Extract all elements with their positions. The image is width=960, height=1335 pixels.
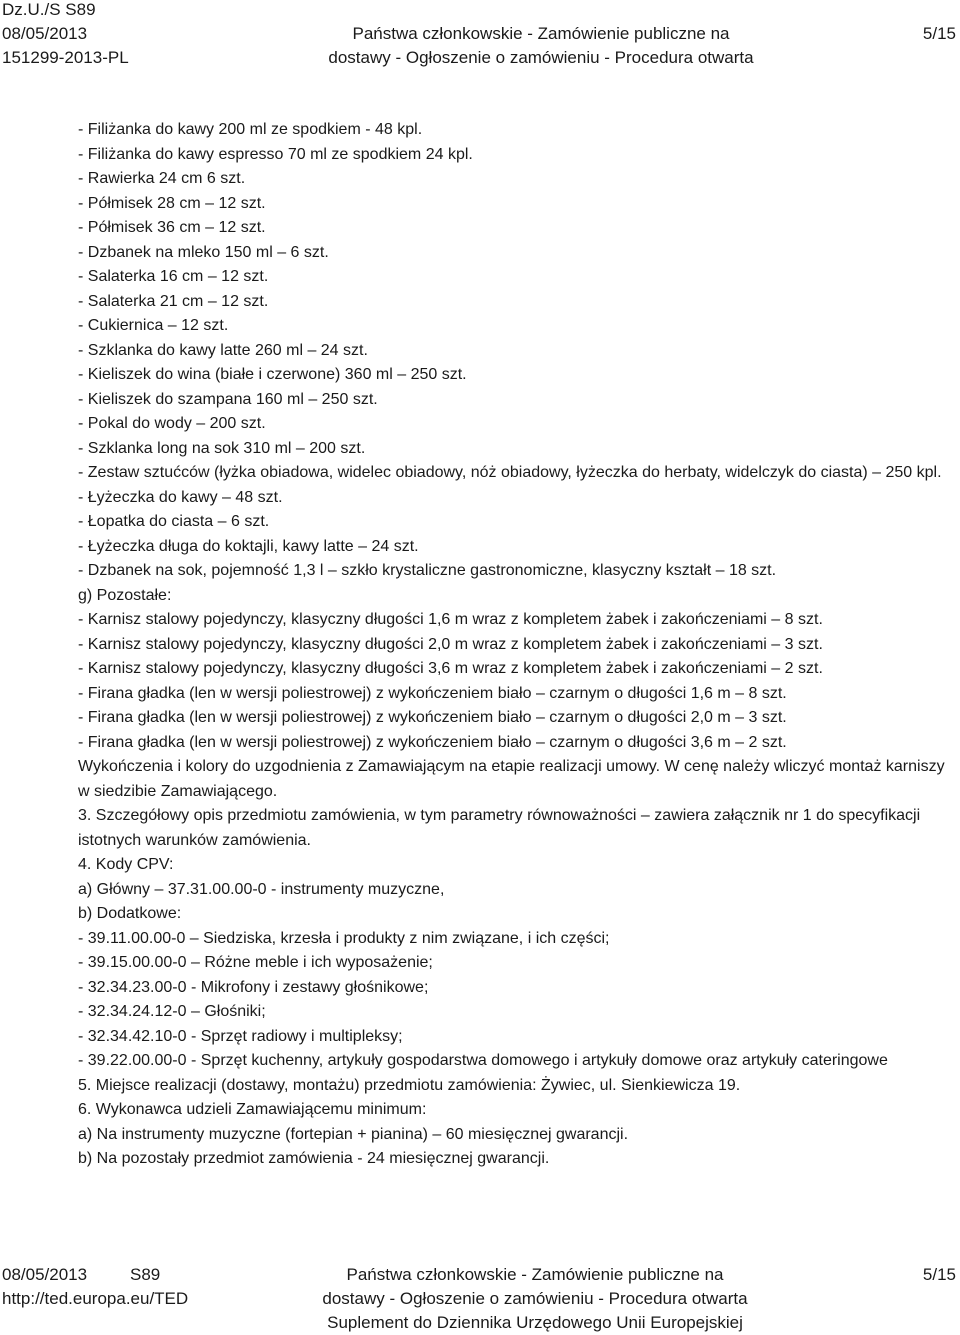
text-line: - Karnisz stalowy pojedynczy, klasyczny długości 2,0 m wraz z kompletem żabek i zakończeniami – 3 szt. <box>78 635 823 653</box>
text-line: - Cukiernica – 12 szt. <box>78 317 229 334</box>
text-line: - 32.34.23.00-0 - Mikrofony i zestawy głośnikowe; <box>78 978 429 996</box>
text-line: - Dzbanek na sok, pojemność 1,3 l – szkło krystaliczne gastronomiczne, klasyczny kształt – 18 szt. <box>78 562 777 579</box>
header-date: 08/05/2013 <box>2 24 88 43</box>
footer-date-row <box>2 1263 188 1287</box>
footer-center <box>300 1263 770 1335</box>
header-title-line-1: Państwa członkowskie - Zamówienie publiczne na <box>352 24 730 43</box>
text-line: - Filiżanka do kawy espresso 70 ml ze spodkiem 24 kpl. <box>78 145 473 163</box>
header-center <box>310 22 772 70</box>
text-line: - 39.15.00.00-0 – Różne meble i ich wyposażenie; <box>78 954 433 971</box>
text-line: - Firana gładka (len w wersji poliestrowej) z wykończeniem biało – czarnym o długości 1,6 m – 8 szt. <box>78 684 787 702</box>
text-line: - Łyżeczka do kawy – 48 szt. <box>78 488 283 506</box>
text-line: - Szklanka do kawy latte 260 ml – 24 szt. <box>78 341 368 359</box>
section-heading: 4. Kody CPV: <box>78 856 174 873</box>
text-line: a) Na instrumenty muzyczne (fortepian + pianina) – 60 miesięcznej gwarancji. <box>78 1125 629 1143</box>
text-line: - 39.11.00.00-0 – Siedziska, krzesła i produkty z nim związane, i ich części; <box>78 929 610 947</box>
text-line: - Kieliszek do wina (białe i czerwone) 360 ml – 250 szt. <box>78 366 467 383</box>
text-line: - Salaterka 16 cm – 12 szt. <box>78 268 269 285</box>
text-line: - 32.34.24.12-0 – Głośniki; <box>78 1003 266 1020</box>
document-body <box>78 118 956 1172</box>
footer-ted-link[interactable]: http://ted.europa.eu/TED <box>2 1289 189 1308</box>
header-notice-number: 151299-2013-PL <box>2 48 129 67</box>
footer-date: 08/05/2013 <box>2 1265 88 1284</box>
text-line: - Karnisz stalowy pojedynczy, klasyczny długości 3,6 m wraz z kompletem żabek i zakończeniami – 2 szt. <box>78 660 823 677</box>
section-heading: g) Pozostałe: <box>78 586 172 604</box>
section-heading: 5. Miejsce realizacji (dostawy, montażu) przedmiotu zamówienia: Żywiec, ul. Sienkiewicza 19. <box>78 1076 741 1094</box>
footer-series: S89 <box>130 1265 161 1284</box>
text-line: - Półmisek 36 cm – 12 szt. <box>78 219 266 236</box>
text-line: a) Główny – 37.31.00.00-0 - instrumenty muzyczne, <box>78 880 445 898</box>
text-line: b) Na pozostały przedmiot zamówienia - 24 miesięcznej gwarancji. <box>78 1150 550 1167</box>
text-line: - Szklanka long na sok 310 ml – 200 szt. <box>78 439 366 457</box>
text-line: - Zestaw sztućców (łyżka obiadowa, widelec obiadowy, nóż obiadowy, łyżeczka do herbaty, widelczyk do ciasta) – 250 kpl. <box>78 464 942 481</box>
footer-title-line-1: Państwa członkowskie - Zamówienie publiczne na <box>346 1265 724 1284</box>
text-line: - Pokal do wody – 200 szt. <box>78 415 266 432</box>
text-line: - 39.22.00.00-0 - Sprzęt kuchenny, artykuły gospodarstwa domowego i artykuły domowe oraz artykuły cateringowe <box>78 1052 888 1069</box>
text-line: - Filiżanka do kawy 200 ml ze spodkiem - 48 kpl. <box>78 121 423 138</box>
footer-title-line-2: dostawy - Ogłoszenie o zamówieniu - Procedura otwarta <box>322 1289 748 1308</box>
footer-page-number: 5/15 <box>922 1265 956 1284</box>
footer-supplement: Suplement do Dziennika Urzędowego Unii Europejskiej <box>327 1313 743 1332</box>
text-line: - Karnisz stalowy pojedynczy, klasyczny długości 1,6 m wraz z kompletem żabek i zakończeniami – 8 szt. <box>78 611 823 628</box>
text-line: - 32.34.42.10-0 - Sprzęt radiowy i multipleksy; <box>78 1027 403 1045</box>
text-line: - Łyżeczka długa do koktajli, kawy latte – 24 szt. <box>78 537 419 555</box>
section-heading: 6. Wykonawca udzieli Zamawiającemu minimum: <box>78 1101 427 1118</box>
text-line: - Dzbanek na mleko 150 ml – 6 szt. <box>78 243 329 261</box>
paragraph: 3. Szczegółowy opis przedmiotu zamówienia, w tym parametry równoważności – zawiera załącznik nr 1 do specyfikacji istotnych warunków zamówienia. <box>78 807 921 849</box>
header-left <box>2 0 129 70</box>
text-line: - Firana gładka (len w wersji poliestrowej) z wykończeniem biało – czarnym o długości 3,6 m – 2 szt. <box>78 733 787 751</box>
header-title-line-2: dostawy - Ogłoszenie o zamówieniu - Procedura otwarta <box>328 48 754 67</box>
text-line: - Salaterka 21 cm – 12 szt. <box>78 292 269 310</box>
text-line: - Kieliszek do szampana 160 ml – 250 szt. <box>78 390 378 408</box>
text-line: - Łopatka do ciasta – 6 szt. <box>78 513 270 530</box>
text-line: b) Dodatkowe: <box>78 905 182 922</box>
footer-left <box>2 1263 188 1311</box>
header-page-number: 5/15 <box>922 24 956 43</box>
text-line: - Półmisek 28 cm – 12 szt. <box>78 194 266 212</box>
text-line: - Firana gładka (len w wersji poliestrowej) z wykończeniem biało – czarnym o długości 2,0 m – 3 szt. <box>78 709 787 726</box>
header-journal-ref: Dz.U./S S89 <box>2 0 96 19</box>
text-line: - Rawierka 24 cm 6 szt. <box>78 170 246 187</box>
paragraph: Wykończenia i kolory do uzgodnienia z Zamawiającym na etapie realizacji umowy. W cenę należy wliczyć montaż karniszy w siedzibie Zamawiającego. <box>78 758 945 800</box>
